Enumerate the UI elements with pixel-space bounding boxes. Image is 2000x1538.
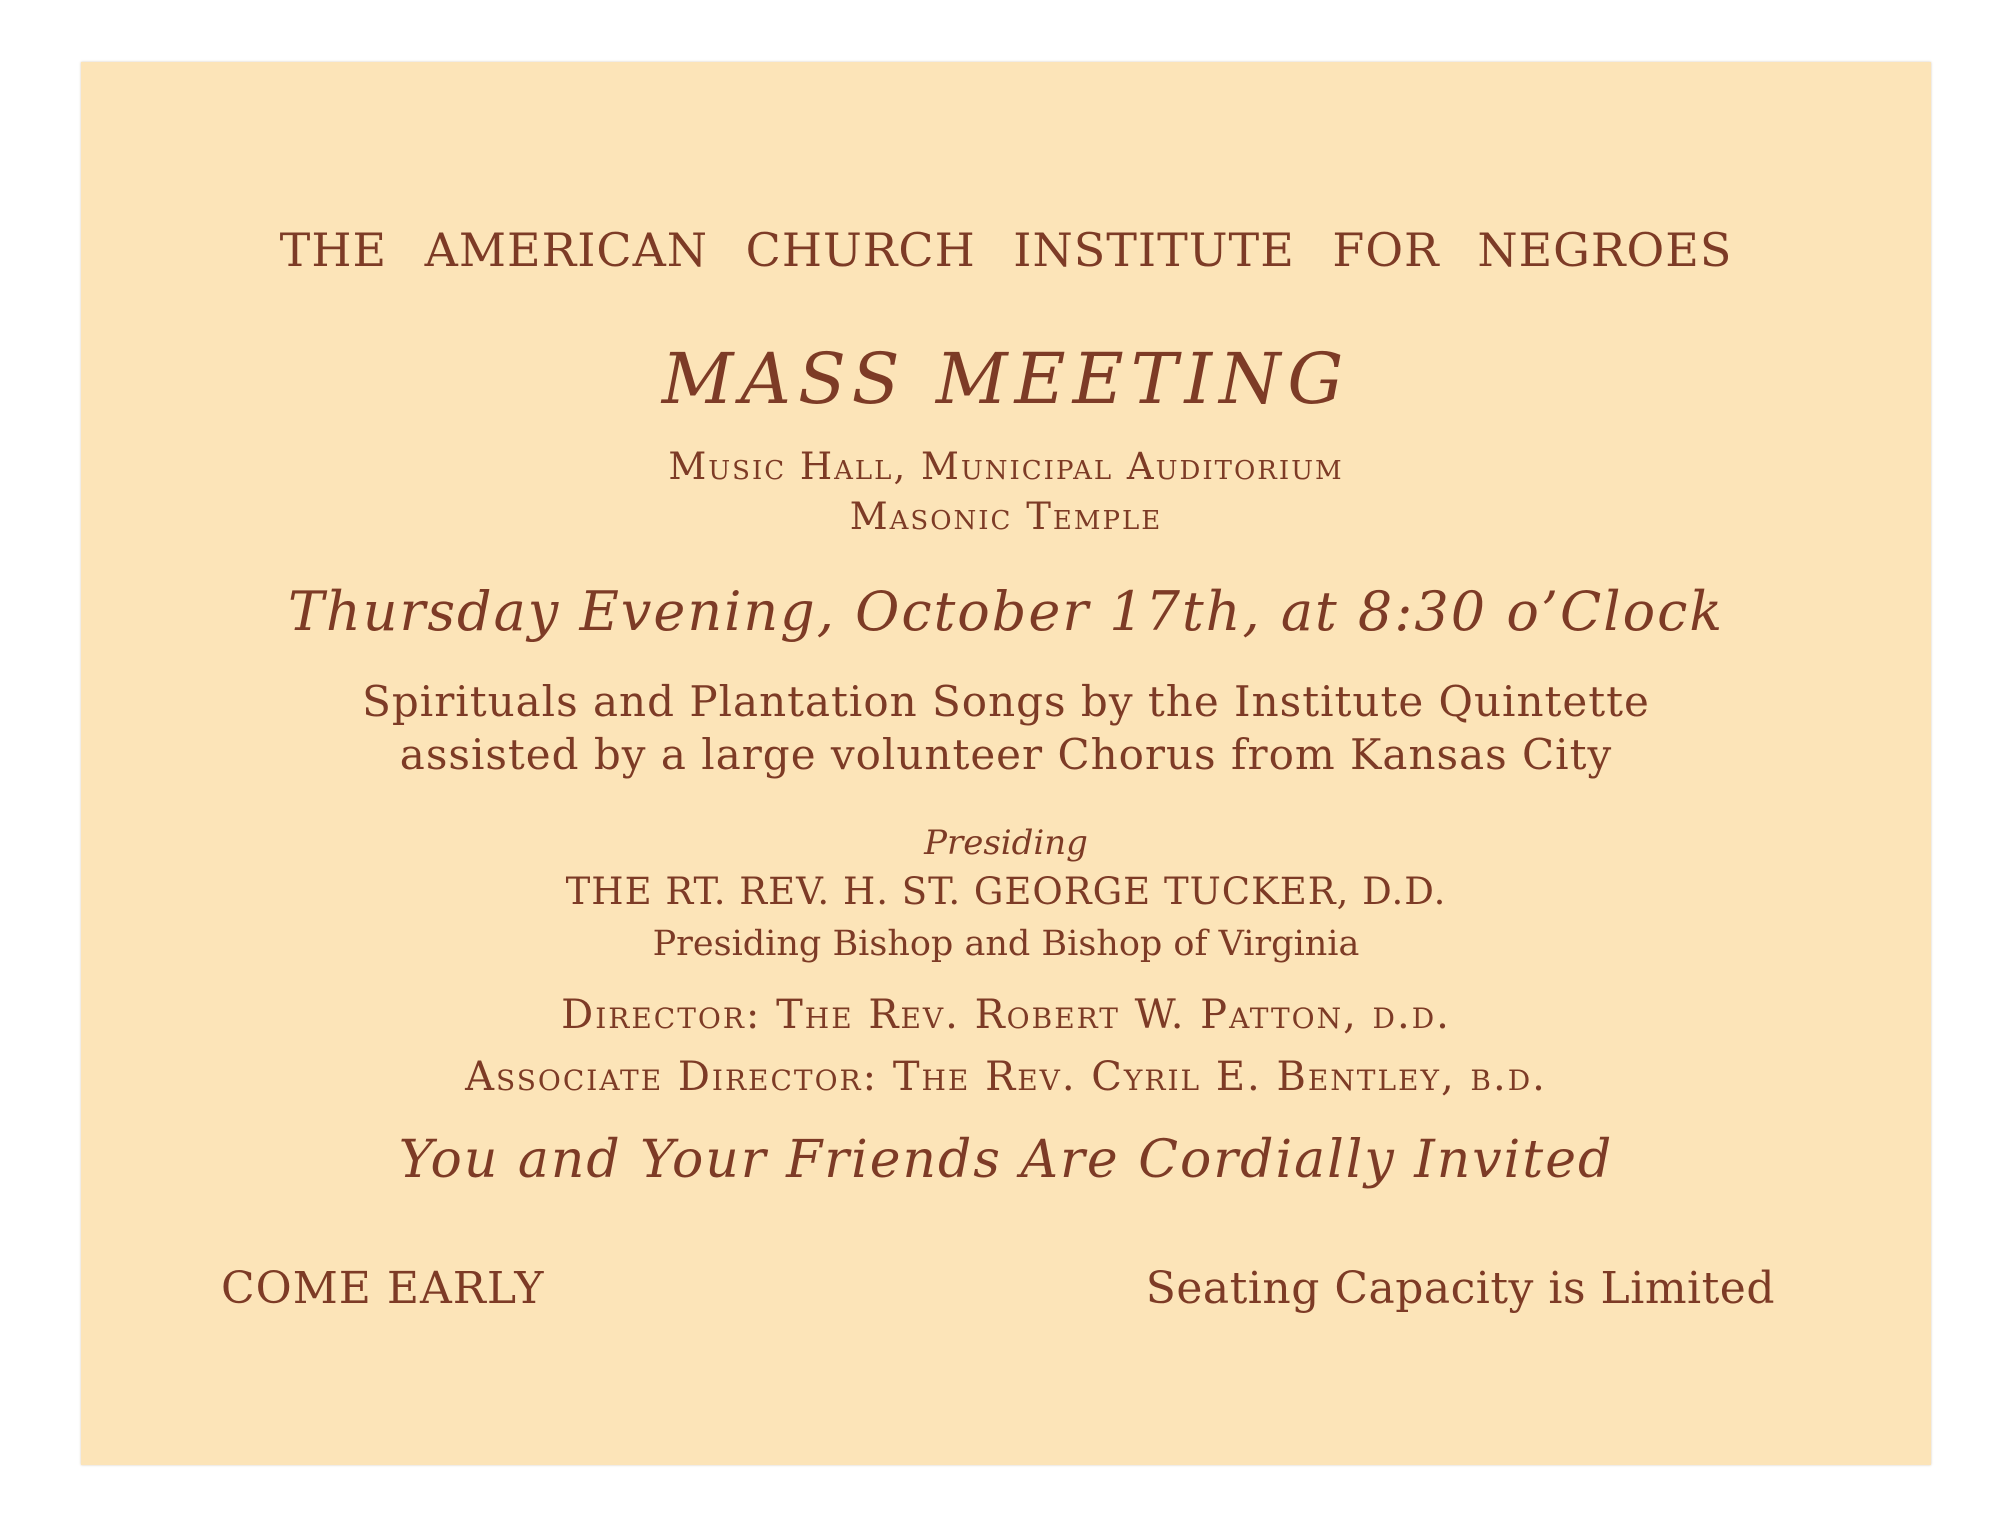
invitation-line: You and Your Friends Are Cordially Invited [398,1130,1614,1190]
associate-director-line: Associate Director: The Rev. Cyril E. Bentley, b.d. [465,1054,1547,1100]
venue-line-1: Music Hall, Municipal Auditorium [668,445,1344,488]
come-early-note: COME EARLY [221,1263,545,1314]
invitation-card [81,62,1931,1465]
seating-note: Seating Capacity is Limited [1145,1263,1775,1314]
director-line: Director: The Rev. Robert W. Patton, d.d. [561,992,1451,1038]
program-line-2: assisted by a large volunteer Chorus from Kansas City [399,730,1613,779]
presiding-label: Presiding [924,823,1088,863]
event-title: MASS MEETING [661,338,1351,420]
venue-line-2: Masonic Temple [849,495,1163,538]
program-line-1: Spirituals and Plantation Songs by the Institute Quintette [362,677,1650,726]
organization-heading: THE AMERICAN CHURCH INSTITUTE FOR NEGROES [279,223,1733,277]
presiding-title: Presiding Bishop and Bishop of Virginia [652,924,1360,964]
presiding-name: THE RT. REV. H. ST. GEORGE TUCKER, D.D. [565,870,1447,913]
event-datetime: Thursday Evening, October 17th, at 8:30 o’Clock [287,580,1725,643]
